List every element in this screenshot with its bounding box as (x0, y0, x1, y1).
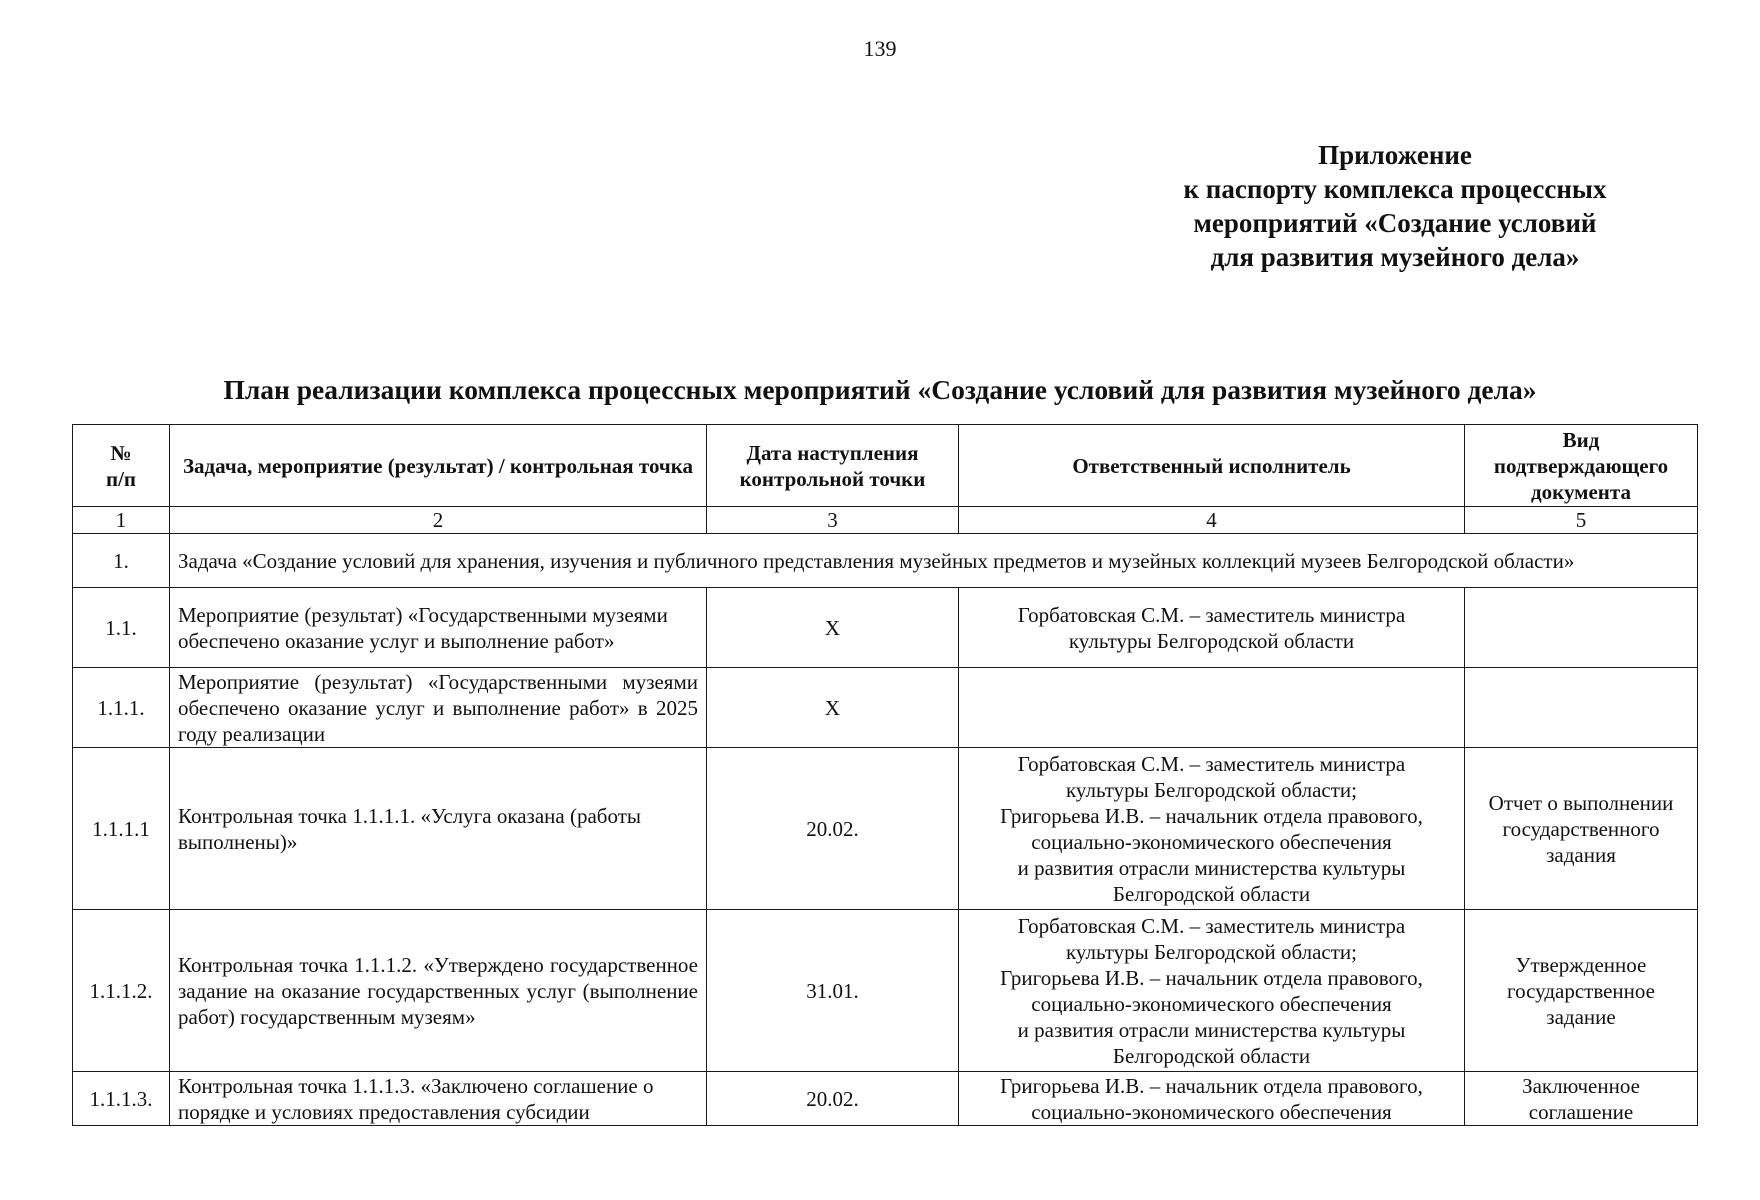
column-number-row (73, 507, 1698, 534)
table-header-row (73, 425, 1698, 507)
row-doc: Утвержденное государственное задание (1465, 910, 1698, 1072)
row-date: X (707, 588, 959, 668)
row-text: Контрольная точка 1.1.1.1. «Услуга оказана (работы выполнены)» (170, 748, 707, 910)
table-row-task (73, 534, 1698, 588)
row-responsible: Григорьева И.В. – начальник отдела правового, социально-экономического обеспечения (959, 1072, 1465, 1126)
row-num: 1.1.1.1 (73, 748, 170, 910)
column-number: 3 (707, 507, 959, 534)
appendix-line: к паспорту комплекса процессных (1183, 174, 1607, 204)
row-responsible: Горбатовская С.М. – заместитель министра культуры Белгородской области; Григорьева И.В. – начальник отдела правового, социально-экономического обеспечения и развития отрасли министерства культуры Белгородской области (959, 748, 1465, 910)
table-row (73, 910, 1698, 1072)
row-date: 20.02. (707, 1072, 959, 1126)
table-row (73, 1072, 1698, 1126)
row-text: Контрольная точка 1.1.1.3. «Заключено соглашение о порядке и условиях предоставления субсидии (170, 1072, 707, 1126)
row-num: 1.1. (73, 588, 170, 668)
row-num: 1.1.1.2. (73, 910, 170, 1072)
row-num: 1.1.1. (73, 668, 170, 748)
row-doc: Отчет о выполнении государственного задания (1465, 748, 1698, 910)
row-text: Мероприятие (результат) «Государственными музеями обеспечено оказание услуг и выполнение работ» в 2025 году реализации (170, 668, 707, 748)
appendix-heading (1130, 138, 1660, 274)
header-date: Дата наступления контрольной точки (707, 425, 959, 507)
table-row (73, 748, 1698, 910)
row-responsible: Горбатовская С.М. – заместитель министра культуры Белгородской области (959, 588, 1465, 668)
row-responsible: Горбатовская С.М. – заместитель министра культуры Белгородской области; Григорьева И.В. – начальник отдела правового, социально-экономического обеспечения и развития отрасли министерства культуры Белгородской области (959, 910, 1465, 1072)
table-row (73, 588, 1698, 668)
header-task: Задача, мероприятие (результат) / контрольная точка (170, 425, 707, 507)
row-doc (1465, 588, 1698, 668)
header-doc: Вид подтверждающего документа (1465, 425, 1698, 507)
row-text: Контрольная точка 1.1.1.2. «Утверждено государственное задание на оказание государственных услуг (выполнение работ) государственным музеям» (170, 910, 707, 1072)
page-number: 139 (863, 36, 897, 61)
table-row (73, 668, 1698, 748)
task-text: Задача «Создание условий для хранения, изучения и публичного представления музейных предметов и музейных коллекций музеев Белгородской области» (170, 534, 1698, 588)
row-responsible (959, 668, 1465, 748)
header-num: № п/п (73, 425, 170, 507)
row-num: 1.1.1.3. (73, 1072, 170, 1126)
row-doc (1465, 668, 1698, 748)
row-date: X (707, 668, 959, 748)
row-date: 31.01. (707, 910, 959, 1072)
appendix-line: для развития музейного дела» (1210, 242, 1580, 272)
plan-title: План реализации комплекса процессных мероприятий «Создание условий для развития музейного дела» (223, 374, 1537, 405)
header-responsible: Ответственный исполнитель (959, 425, 1465, 507)
row-date: 20.02. (707, 748, 959, 910)
column-number: 4 (959, 507, 1465, 534)
appendix-line: мероприятий «Создание условий (1193, 208, 1597, 238)
row-doc: Заключенное соглашение (1465, 1072, 1698, 1126)
plan-table (72, 424, 1698, 1126)
row-text: Мероприятие (результат) «Государственными музеями обеспечено оказание услуг и выполнение работ» (170, 588, 707, 668)
column-number: 1 (73, 507, 170, 534)
column-number: 5 (1465, 507, 1698, 534)
column-number: 2 (170, 507, 707, 534)
row-num: 1. (73, 534, 170, 588)
appendix-line: Приложение (1318, 140, 1472, 170)
